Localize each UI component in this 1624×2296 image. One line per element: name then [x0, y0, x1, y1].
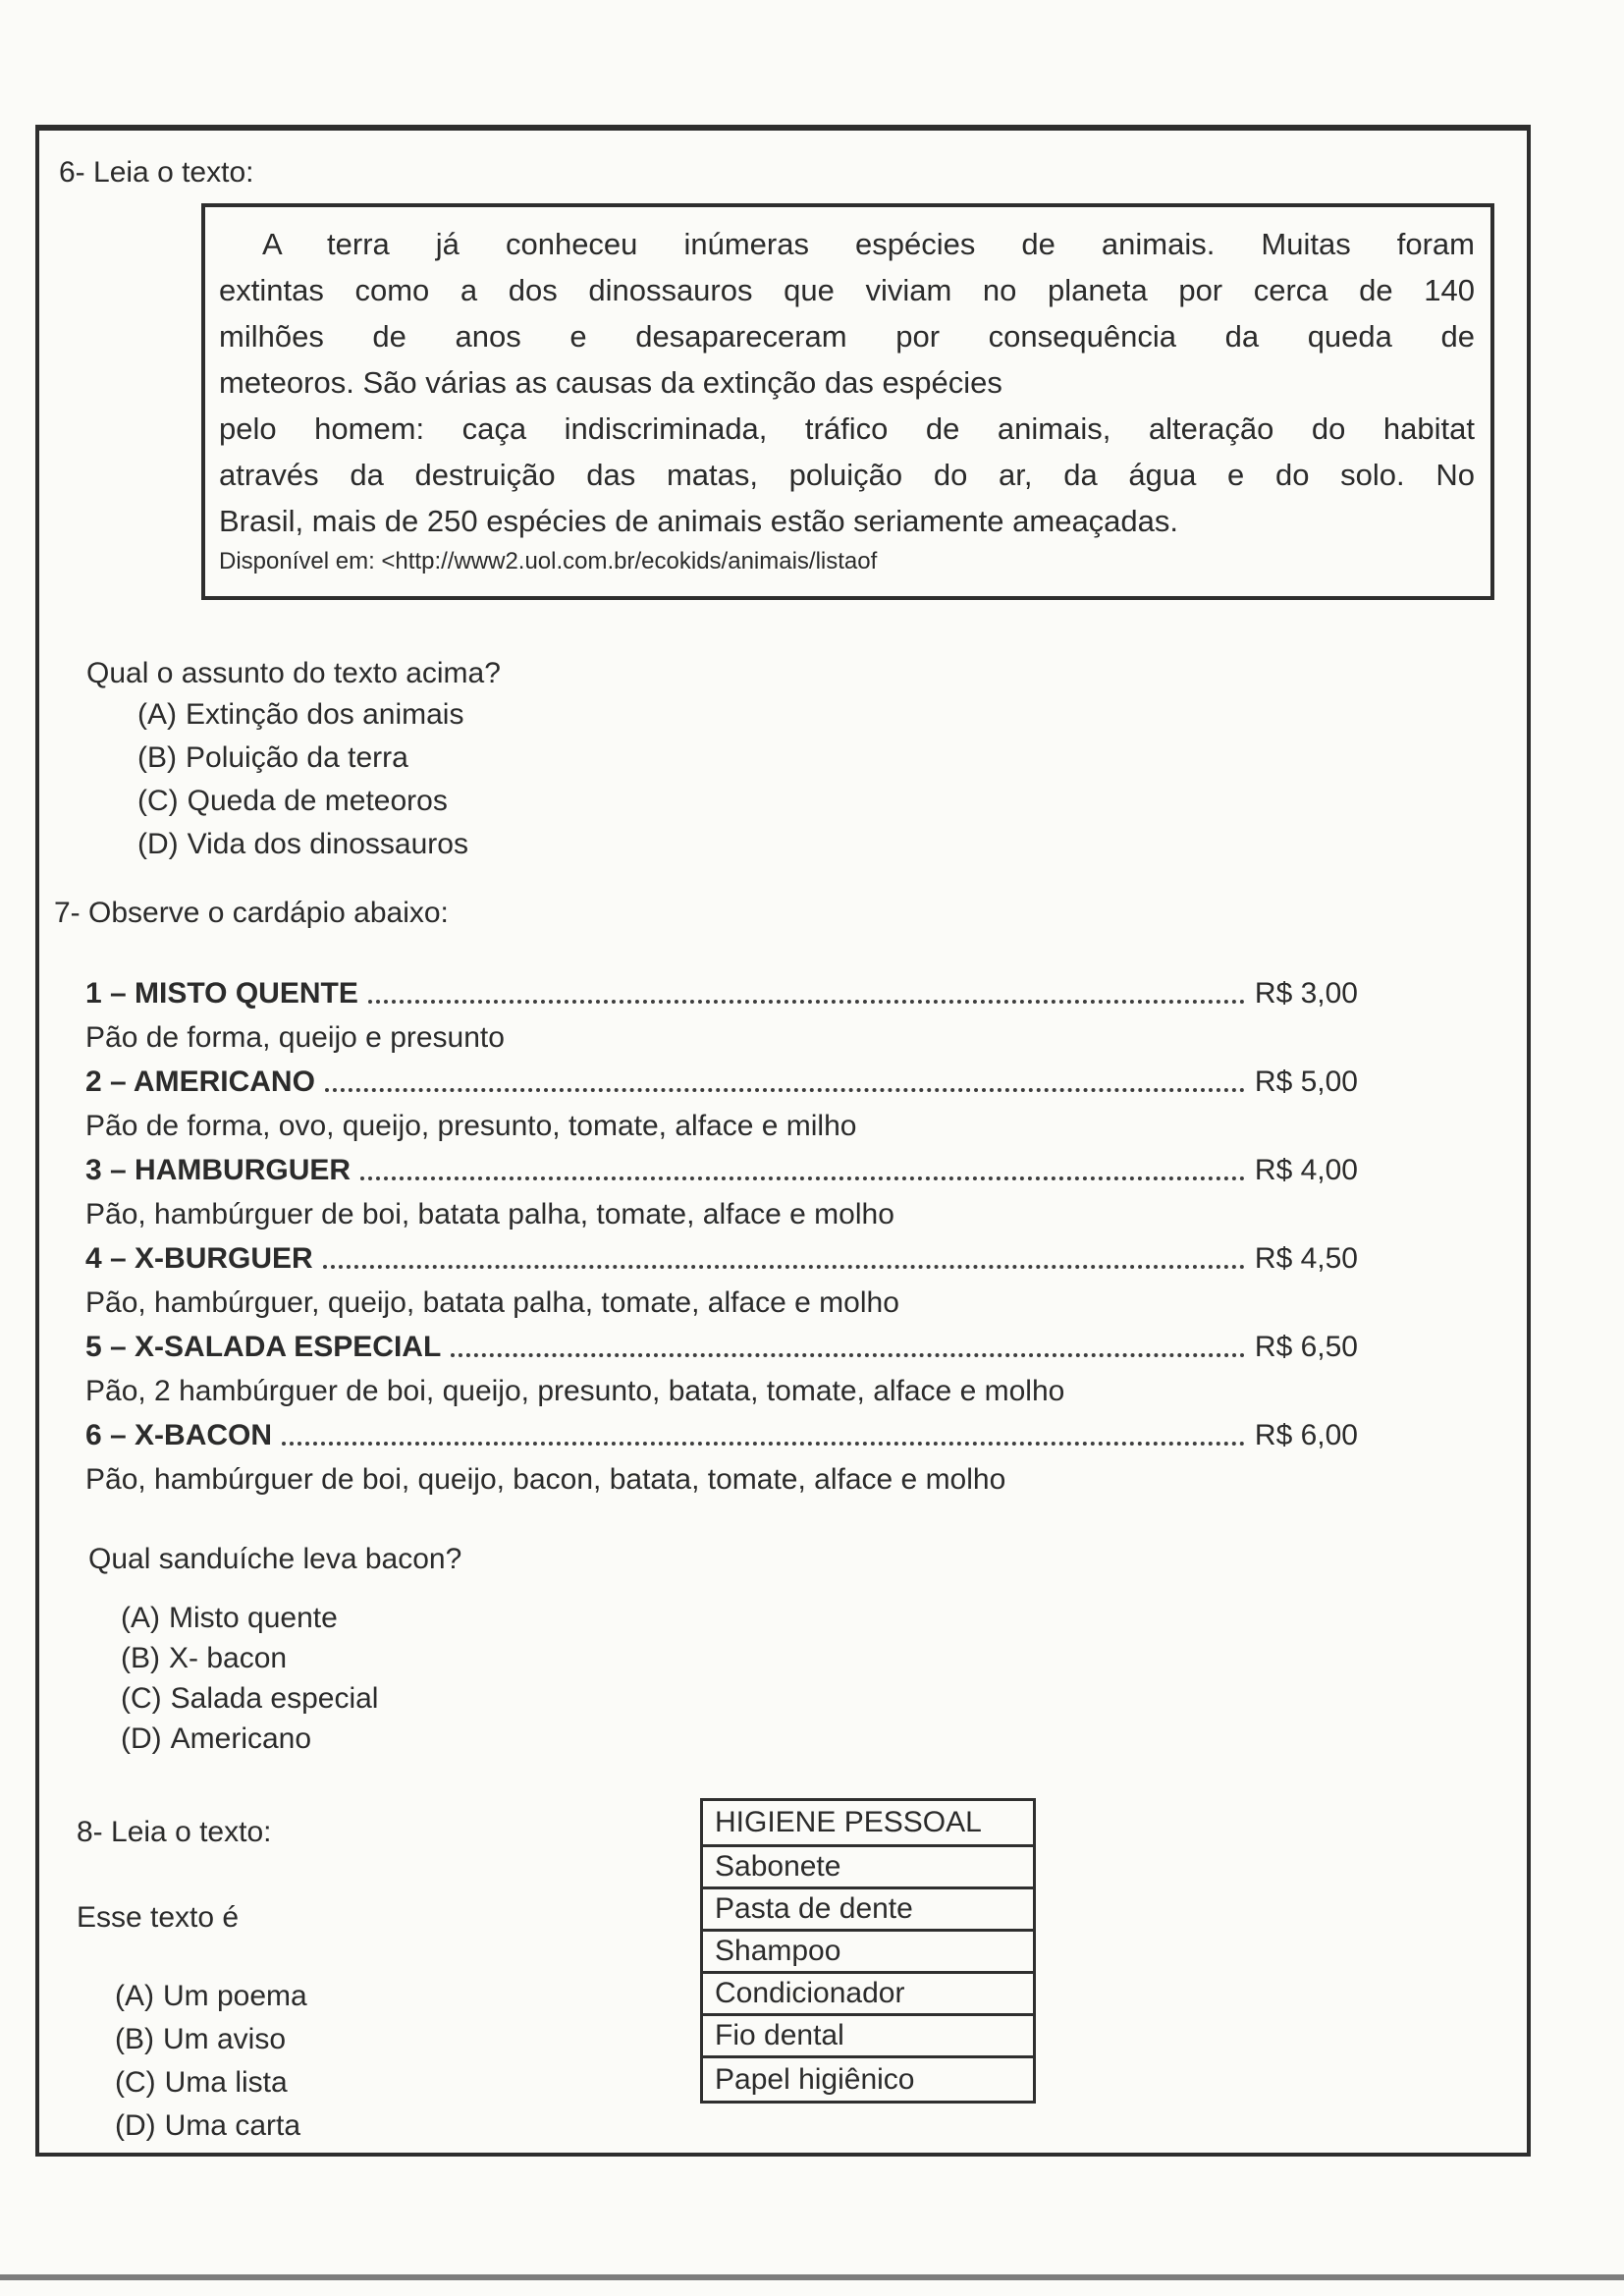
option-row: [121, 1682, 378, 1722]
menu-item-name: 6 – X-BACON: [85, 1418, 273, 1451]
worksheet-frame: [35, 125, 1531, 2157]
option-key: (A): [115, 1980, 154, 2012]
passage-line: através da destruição das matas, poluição do ar, da água e do solo. No: [219, 458, 1475, 492]
question-7-label: 7- Observe o cardápio abaixo:: [54, 897, 449, 929]
option-text: Um aviso: [163, 2023, 287, 2055]
menu-list: [85, 971, 1358, 1502]
option-row: [121, 1722, 378, 1763]
option-text: Um poema: [163, 1980, 307, 2012]
option-text: Poluição da terra: [186, 741, 408, 774]
dotted-leader: [323, 1265, 1245, 1269]
option-text: Queda de meteoros: [187, 785, 448, 817]
menu-item-description: Pão, 2 hambúrguer de boi, queijo, presunto, batata, tomate, alface e molho: [85, 1374, 1065, 1407]
option-row: [137, 698, 468, 741]
menu-item-price: R$ 6,50: [1254, 1330, 1358, 1363]
option-row: [115, 2066, 307, 2109]
option-key: (A): [137, 698, 177, 731]
question-6-label: 6- Leia o texto:: [59, 156, 254, 189]
hygiene-table-row: Shampoo: [703, 1932, 1033, 1974]
question-8-options: [115, 1980, 307, 2153]
question-7-options: [121, 1602, 378, 1763]
menu-item-price: R$ 3,00: [1254, 976, 1358, 1010]
option-text: Misto quente: [169, 1602, 338, 1634]
passage-line: Brasil, mais de 250 espécies de animais estão seriamente ameaçadas.: [219, 504, 1179, 538]
menu-item-name-row: [85, 1325, 1358, 1369]
question-7-prompt: Qual sanduíche leva bacon?: [88, 1543, 462, 1575]
menu-item-name-row: [85, 1148, 1358, 1192]
option-text: Salada especial: [170, 1682, 379, 1715]
option-key: (D): [115, 2109, 156, 2142]
option-key: (B): [115, 2023, 154, 2055]
menu-item-price: R$ 4,00: [1254, 1153, 1358, 1186]
menu-item-name: 2 – AMERICANO: [85, 1065, 315, 1098]
menu-item-name: 5 – X-SALADA ESPECIAL: [85, 1330, 442, 1363]
option-row: [115, 2109, 307, 2153]
passage-source: Disponível em: <http://www2.uol.com.br/ecokids/animais/listaof: [219, 548, 878, 574]
menu-item-price: R$ 5,00: [1254, 1065, 1358, 1098]
option-key: (C): [115, 2066, 156, 2099]
menu-item-name: 1 – MISTO QUENTE: [85, 976, 358, 1010]
option-key: (A): [121, 1602, 160, 1634]
question-6-options: [137, 698, 468, 871]
menu-item-description: Pão de forma, ovo, queijo, presunto, tomate, alface e milho: [85, 1109, 857, 1142]
passage-line: A terra já conheceu inúmeras espécies de animais. Muitas foram: [262, 227, 1475, 261]
menu-item-name: 3 – HAMBURGUER: [85, 1153, 352, 1186]
option-key: (D): [121, 1722, 162, 1755]
option-text: Uma lista: [164, 2066, 288, 2099]
dotted-leader: [360, 1176, 1245, 1180]
question-6-prompt: Qual o assunto do texto acima?: [86, 657, 501, 689]
hygiene-table-row: Condicionador: [703, 1974, 1033, 2016]
dotted-leader: [325, 1088, 1245, 1092]
menu-item-name-row: [85, 1236, 1358, 1281]
passage-line: milhões de anos e desapareceram por consequência da queda de: [219, 319, 1475, 354]
menu-item-name-row: [85, 1413, 1358, 1457]
option-row: [121, 1642, 378, 1682]
menu-item-name-row: [85, 971, 1358, 1015]
menu-item-name-row: [85, 1060, 1358, 1104]
passage-line: meteoros. São várias as causas da extinção das espécies: [219, 365, 1002, 400]
menu-item-name: 4 – X-BURGUER: [85, 1241, 313, 1275]
option-row: [115, 1980, 307, 2023]
option-text: Vida dos dinossauros: [187, 828, 468, 860]
option-row: [137, 741, 468, 785]
dotted-leader: [368, 1000, 1245, 1004]
hygiene-table-row: Papel higiênico: [715, 2062, 915, 2096]
option-key: (C): [121, 1682, 162, 1715]
menu-item-description: Pão de forma, queijo e presunto: [85, 1020, 505, 1054]
question-8-prompt: Esse texto é: [77, 1901, 240, 1934]
reading-passage-box: [201, 203, 1494, 600]
menu-item-description: Pão, hambúrguer de boi, batata palha, tomate, alface e molho: [85, 1197, 894, 1230]
hygiene-table-row: Fio dental: [703, 2016, 1033, 2058]
page-bottom-scan-edge: [0, 2274, 1624, 2280]
option-key: (B): [137, 741, 177, 774]
option-text: Americano: [170, 1722, 312, 1755]
menu-item-price: R$ 4,50: [1254, 1241, 1358, 1275]
option-key: (D): [137, 828, 179, 860]
option-text: X- bacon: [169, 1642, 288, 1674]
hygiene-table-header: HIGIENE PESSOAL: [703, 1801, 1033, 1847]
option-row: [137, 828, 468, 871]
option-row: [137, 785, 468, 828]
hygiene-table-row: Pasta de dente: [703, 1889, 1033, 1932]
menu-item-description: Pão, hambúrguer, queijo, batata palha, tomate, alface e molho: [85, 1285, 899, 1319]
option-text: Extinção dos animais: [186, 698, 464, 731]
question-8-label: 8- Leia o texto:: [77, 1816, 272, 1848]
passage-line: extintas como a dos dinossauros que viviam no planeta por cerca de 140: [219, 273, 1475, 307]
option-row: [121, 1602, 378, 1642]
dotted-leader: [282, 1442, 1245, 1446]
menu-item-price: R$ 6,00: [1254, 1418, 1358, 1451]
option-row: [115, 2023, 307, 2066]
hygiene-table: [700, 1798, 1036, 2104]
option-key: (C): [137, 785, 179, 817]
option-text: Uma carta: [164, 2109, 301, 2142]
hygiene-table-row: Sabonete: [703, 1847, 1033, 1889]
menu-item-description: Pão, hambúrguer de boi, queijo, bacon, batata, tomate, alface e molho: [85, 1462, 1006, 1496]
dotted-leader: [451, 1353, 1245, 1357]
option-key: (B): [121, 1642, 160, 1674]
passage-line: pelo homem: caça indiscriminada, tráfico de animais, alteração do habitat: [219, 411, 1475, 446]
